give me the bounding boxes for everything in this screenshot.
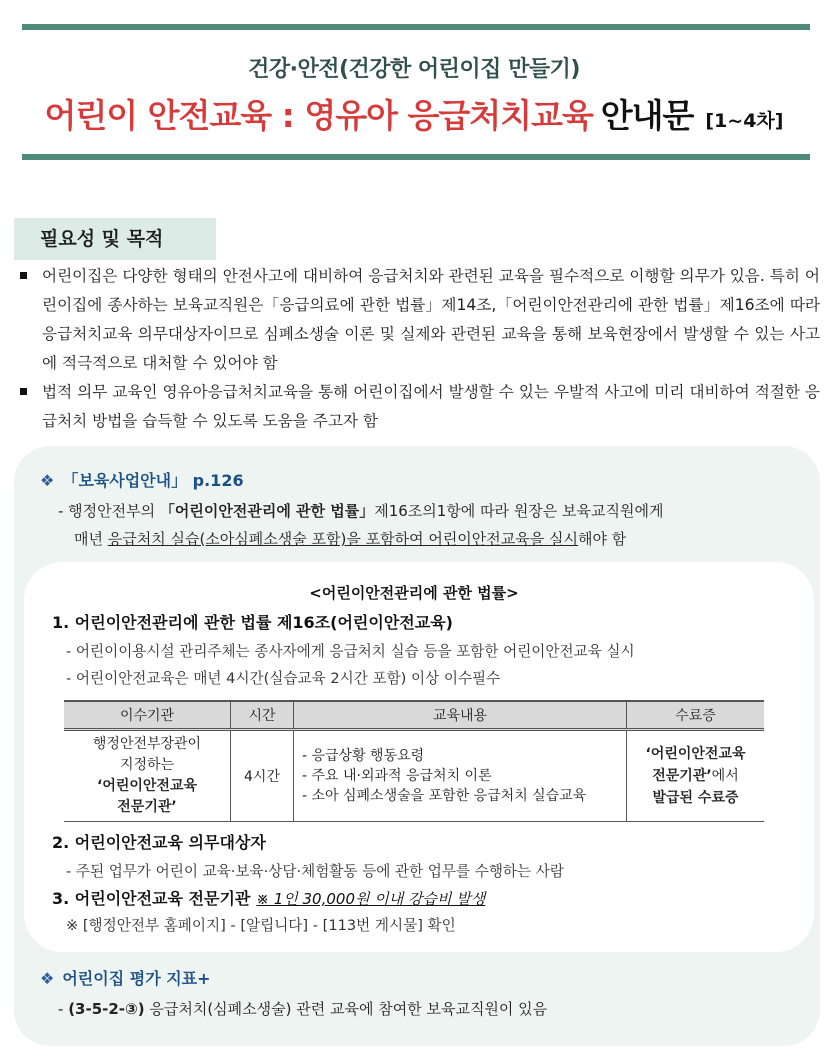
square-bullet-icon: [20, 272, 27, 279]
law-section-1-item: - 어린이안전교육은 매년 4시간(실습교육 2시간 포함) 이상 이수필수: [66, 670, 501, 687]
table-row: [64, 730, 764, 822]
cell-text: 전문기관’: [652, 768, 712, 784]
education-table: [64, 700, 764, 822]
diamond-icon: ❖: [40, 471, 55, 490]
diamond-icon: ❖: [40, 969, 55, 988]
content-cell: [294, 730, 627, 822]
evaluation-text: 응급처치(심폐소생술) 관련 교육에 참여한 보육교직원이 있음: [144, 1000, 548, 1018]
table-header: 교육내용: [294, 701, 627, 730]
guide-underlined-text: 응급처치 실습(소아심폐소생술 포함)을 포함하여 어린이안전교육을 실시: [107, 530, 578, 548]
content-item: - 응급상황 행동요령: [302, 748, 425, 764]
evaluation-title-text: 어린이집 평가 지표+: [62, 969, 211, 988]
certificate-cell: [627, 730, 765, 822]
guide-text: - 행정안전부의: [58, 502, 160, 520]
main-title: [0, 90, 828, 137]
table-header: 수료증: [627, 701, 765, 730]
cell-text: 전문기관’: [117, 799, 177, 815]
guide-text: 제16조의1항에 따라 원장은 보육교직원에게: [374, 502, 664, 520]
purpose-bullet: [20, 378, 820, 436]
reference-note: ※ [행정안전부 홈페이지] - [알립니다] - [113번 게시물] 확인: [66, 917, 456, 934]
cell-text: 지정하는: [119, 757, 175, 773]
law-section-3-text: 3. 어린이안전교육 전문기관: [52, 889, 251, 908]
fee-note: ※ 1인 30,000원 이내 강습비 발생: [256, 890, 486, 908]
cell-text: 발급된 수료증: [652, 790, 739, 806]
cell-text: 에서: [711, 768, 739, 784]
top-rule: [22, 24, 810, 30]
guide-text: 매년: [74, 530, 108, 548]
dash: -: [58, 1000, 69, 1018]
law-section-1-title: 1. 어린이안전관리에 관한 법률 제16조(어린이안전교육): [52, 613, 453, 632]
evaluation-title: [40, 966, 211, 989]
content-item: - 소아 심폐소생술을 포함한 응급처치 실습교육: [302, 788, 587, 804]
cell-text: [628, 765, 763, 787]
cell-text: ‘어린이안전교육: [645, 746, 746, 762]
purpose-bullet: [20, 262, 820, 378]
cell-text: 행정안전부장관이: [92, 736, 202, 752]
subtitle: 건강·안전(건강한 어린이집 만들기): [248, 57, 580, 82]
guide-law-name: 「어린이안전관리에 관한 법률」: [159, 502, 375, 520]
guide-text: 해야 함: [578, 530, 627, 548]
purpose-text: 어린이집은 다양한 형태의 안전사고에 대비하여 응급처치와 관련된 교육을 필수적으로 이행할 의무가 있음. 특히 어린이집에 종사하는 보육교직원은「응급의료에 관한 법률」제14조,「어린이안전관리에 관한 법률」제16조에 따라 응급처치교육 의무대상자이므로 심폐소생술 이론 및 실제와 관련된 교육을 통해 보육현장에서 발생할 수 있는 사고에 적극적으로 대처할 수 있어야 함: [42, 267, 820, 372]
law-section-3-title: [52, 886, 485, 909]
bottom-rule: [22, 154, 810, 160]
evaluation-code: (3-5-2-③): [68, 1000, 145, 1018]
law-section-2-title: 2. 어린이안전교육 의무대상자: [52, 833, 266, 852]
law-section-1-item: - 어린이이용시설 관리주체는 종사자에게 응급처치 실습 등을 포함한 어린이안전교육 실시: [66, 643, 635, 660]
content-item: - 주요 내·외과적 응급처치 이론: [302, 768, 492, 784]
institution-cell: [64, 730, 231, 822]
square-bullet-icon: [20, 388, 27, 395]
purpose-text: 법적 의무 교육인 영유아응급처치교육을 통해 어린이집에서 발생할 수 있는 우발적 사고에 미리 대비하여 적절한 응급처치 방법을 습득할 수 있도록 도움을 주고자 함: [42, 383, 820, 430]
table-header: 이수기관: [64, 701, 231, 730]
law-title: <어린이안전관리에 관한 법률>: [309, 584, 519, 602]
purpose-bullets: [20, 262, 820, 436]
guide-title-text: 「보육사업안내」 p.126: [62, 471, 244, 490]
guide-line-1: [58, 500, 664, 521]
law-section-2-item: - 주된 업무가 어린이 교육·보육·상담·체험활동 등에 관한 업무를 수행하는 사람: [66, 863, 564, 880]
cell-text: ‘어린이안전교육: [97, 778, 197, 794]
session-badge: [1~4차]: [705, 110, 784, 132]
evaluation-line: [58, 998, 547, 1019]
title-suffix: 안내문: [600, 96, 694, 135]
time-cell: 4시간: [231, 730, 294, 822]
section-heading: 필요성 및 목적: [14, 218, 216, 260]
guide-line-2: [74, 528, 626, 549]
guide-title: [40, 468, 244, 491]
table-header: 시간: [231, 701, 294, 730]
title-highlight: 어린이 안전교육 : 영유아 응급처치교육: [44, 96, 593, 135]
